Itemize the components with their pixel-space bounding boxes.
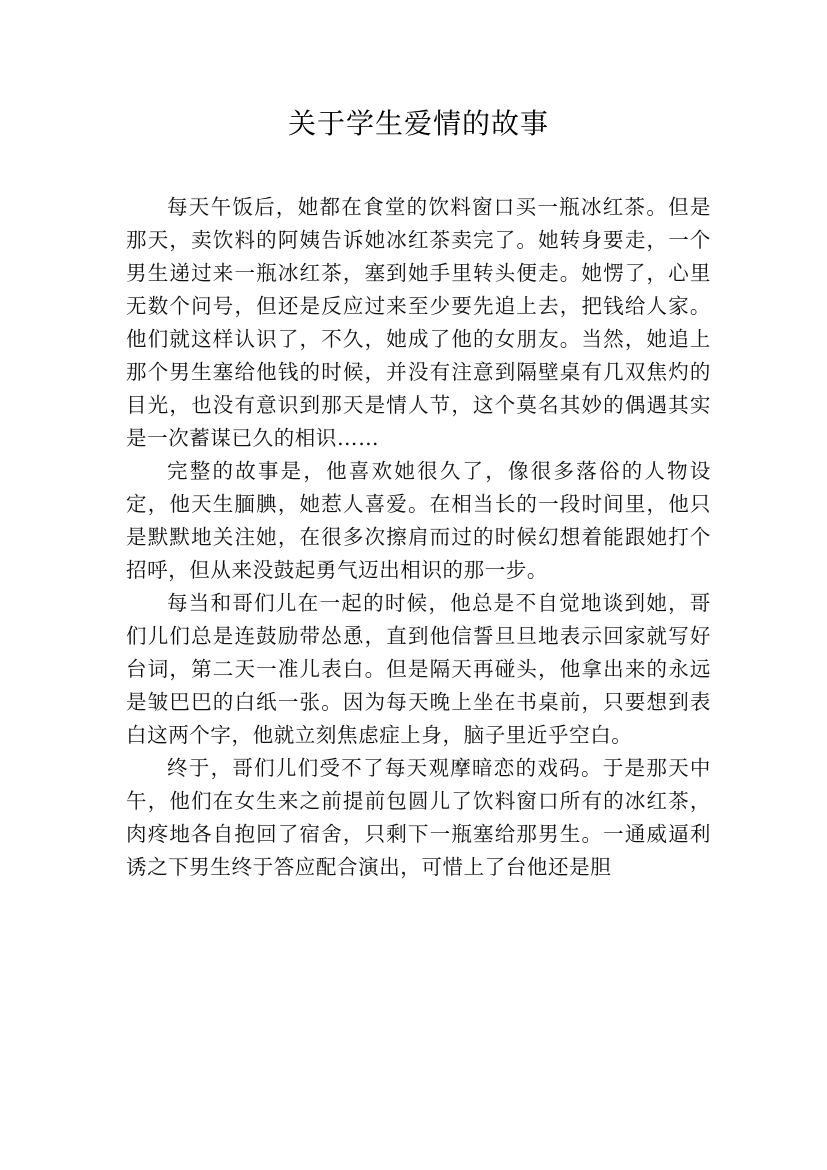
document-body [126,191,711,884]
paragraph-3: 每当和哥们儿在一起的时候，他总是不自觉地谈到她，哥们儿们总是连鼓励带怂恿，直到他信誓旦旦地表示回家就写好台词，第二天一准儿表白。但是隔天再碰头，他拿出来的永远是皱巴巴的白纸一张。因为每天晚上坐在书桌前，只要想到表白这两个字，他就立刻焦虑症上身，脑子里近乎空白。 [126,591,711,747]
paragraph-2: 完整的故事是，他喜欢她很久了，像很多落俗的人物设定，他天生腼腆，她惹人喜爱。在相当长的一段时间里，他只是默默地关注她，在很多次擦肩而过的时候幻想着能跟她打个招呼，但从来没鼓起勇气迈出相识的那一步。 [126,459,711,582]
paragraph-4: 终于，哥们儿们受不了每天观摩暗恋的戏码。于是那天中午，他们在女生来之前提前包圆儿了饮料窗口所有的冰红茶，肉疼地各自抱回了宿舍，只剩下一瓶塞给那男生。一通威逼利诱之下男生终于答应配合演出，可惜上了台他还是胆 [126,756,711,879]
paragraph-1: 每天午饭后，她都在食堂的饮料窗口买一瓶冰红茶。但是那天，卖饮料的阿姨告诉她冰红茶卖完了。她转身要走，一个男生递过来一瓶冰红茶，塞到她手里转头便走。她愣了，心里无数个问号，但还是反应过来至少要先追上去，把钱给人家。他们就这样认识了，不久，她成了他的女朋友。当然，她追上那个男生塞给他钱的时候，并没有注意到隔壁桌有几双焦灼的目光，也没有意识到那天是情人节，这个莫名其妙的偶遇其实是一次蓄谋已久的相识…… [126,195,711,450]
document-title: 关于学生爱情的故事 [287,107,549,140]
